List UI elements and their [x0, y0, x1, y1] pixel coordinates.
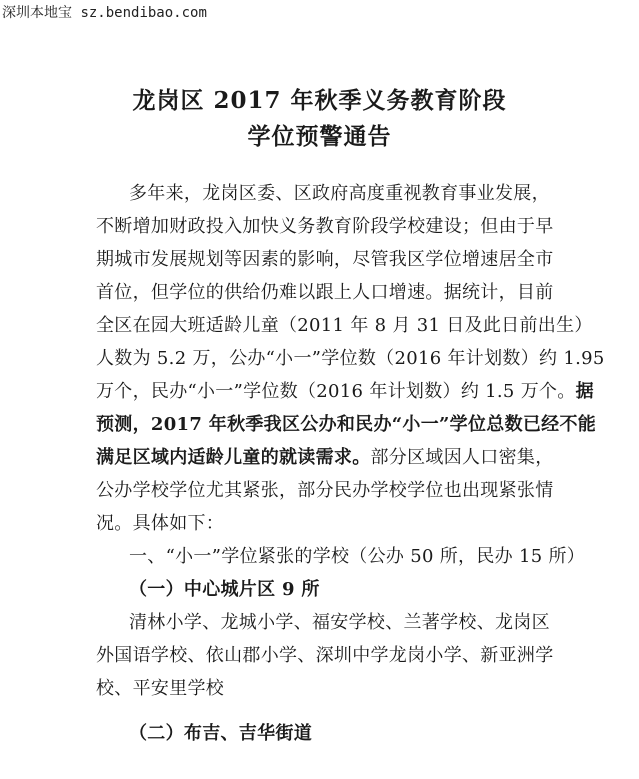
paragraph-line-8: 预测，2017 年秋季我区公办和民办“小一”学位总数已经不能 [96, 414, 597, 435]
notice-title-line-2: 学位预警通告 [247, 123, 392, 150]
paragraph-line-9-normal: 部分区域因人口密集， [370, 447, 554, 468]
paragraph-line-7-normal: 万个，民办“小一”学位数（2016 年计划数）约 1.5 万个。 [96, 381, 576, 402]
subsection-heading-2: （二）布吉、吉华街道 [129, 723, 312, 744]
paragraph-line-2: 不断增加财政投入加快义务教育阶段学校建设；但由于早 [96, 216, 554, 237]
paragraph-line-10: 公办学校学位尤其紧张，部分民办学校学位也出现紧张情 [96, 480, 554, 501]
school-list-line-1: 清林小学、龙城小学、福安学校、兰著学校、龙岗区 [129, 612, 550, 633]
watermark [2, 2, 207, 22]
watermark-site-name: 深圳本地宝 [2, 5, 72, 21]
paragraph-line-9 [96, 443, 554, 469]
watermark-url: sz.bendibao.com [80, 5, 207, 21]
paragraph-line-3: 期城市发展规划等因素的影响，尽管我区学位增速居全市 [96, 249, 554, 270]
paragraph-line-5: 全区在园大班适龄儿童（2011 年 8 月 31 日及此日前出生） [96, 315, 593, 336]
paragraph-line-11: 况。具体如下： [96, 513, 225, 534]
subsection-heading-1: （一）中心城片区 9 所 [129, 579, 320, 600]
school-list-line-3: 校、平安里学校 [96, 678, 225, 699]
paragraph-line-7 [96, 377, 594, 403]
paragraph-line-9-bold: 满足区域内适龄儿童的就读需求。 [96, 447, 371, 468]
paragraph-line-4: 首位，但学位的供给仍难以跟上人口增速。据统计，目前 [96, 282, 554, 303]
section-heading-1: 一、“小一”学位紧张的学校（公办 50 所，民办 15 所） [129, 546, 586, 567]
paragraph-line-1: 多年来，龙岗区委、区政府高度重视教育事业发展， [129, 183, 550, 204]
paragraph-line-7-bold: 据 [575, 381, 594, 402]
notice-title-line-1: 龙岗区 2017 年秋季义务教育阶段 [132, 87, 507, 114]
paragraph-line-6: 人数为 5.2 万，公办“小一”学位数（2016 年计划数）约 1.95 [96, 348, 605, 369]
school-list-line-2: 外国语学校、依山郡小学、深圳中学龙岗小学、新亚洲学 [96, 645, 554, 666]
